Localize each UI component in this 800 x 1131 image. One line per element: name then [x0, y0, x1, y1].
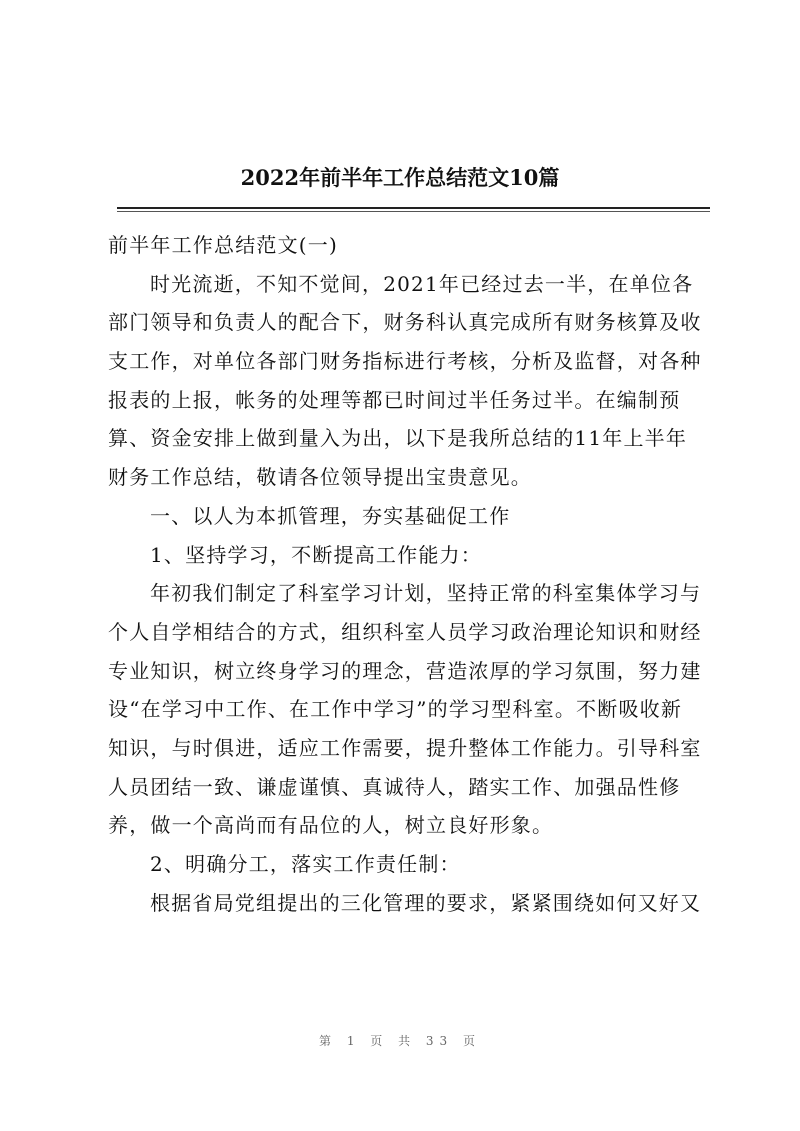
paragraph-line: 个人自学相结合的方式，组织科室人员学习政治理论知识和财经: [108, 619, 702, 644]
paragraph-line: 设“在学习中工作、在工作中学习”的学习型科室。不断吸收新: [108, 697, 683, 722]
paragraph-line: 报表的上报，帐务的处理等都已时间过半任务过半。在编制预: [108, 387, 681, 412]
title-divider-thin: [117, 211, 710, 212]
document-title: 2022年前半年工作总结范文10篇: [240, 165, 560, 190]
subsection-heading: 一、以人为本抓管理，夯实基础促工作: [150, 503, 511, 528]
title-divider: [117, 207, 710, 209]
paragraph-line: 根据省局党组提出的三化管理的要求，紧紧围绕如何又好又: [150, 890, 702, 915]
subsection-heading: 1、坚持学习，不断提高工作能力：: [150, 542, 482, 567]
paragraph-line: 人员团结一致、谦虚谨慎、真诚待人，踏实工作、加强品性修: [108, 774, 681, 799]
paragraph-line: 年初我们制定了科室学习计划，坚持正常的科室集体学习与: [150, 581, 702, 606]
page-footer: 第 1 页 共 33 页: [319, 1034, 481, 1048]
paragraph-line: 专业知识，树立终身学习的理念，营造浓厚的学习氛围，努力建: [108, 658, 702, 683]
subsection-heading: 2、明确分工，落实工作责任制：: [150, 852, 461, 876]
section-heading: 前半年工作总结范文(一): [108, 233, 339, 257]
paragraph-line: 知识，与时俱进，适应工作需要，提升整体工作能力。引导科室: [108, 735, 702, 760]
paragraph-line: 养，做一个高尚而有品位的人，树立良好形象。: [108, 813, 554, 838]
document-body: [108, 226, 712, 922]
paragraph-line: 算、资金安排上做到量入为出，以下是我所总结的11年上半年: [108, 426, 688, 451]
paragraph-line: 时光流逝，不知不觉间，2021年已经过去一半，在单位各: [150, 271, 694, 296]
paragraph-line: 部门领导和负责人的配合下，财务科认真完成所有财务核算及收: [108, 310, 702, 335]
paragraph-line: 支工作，对单位各部门财务指标进行考核，分析及监督，对各种: [108, 349, 702, 374]
paragraph-line: 财务工作总结，敬请各位领导提出宝贵意见。: [108, 465, 532, 490]
